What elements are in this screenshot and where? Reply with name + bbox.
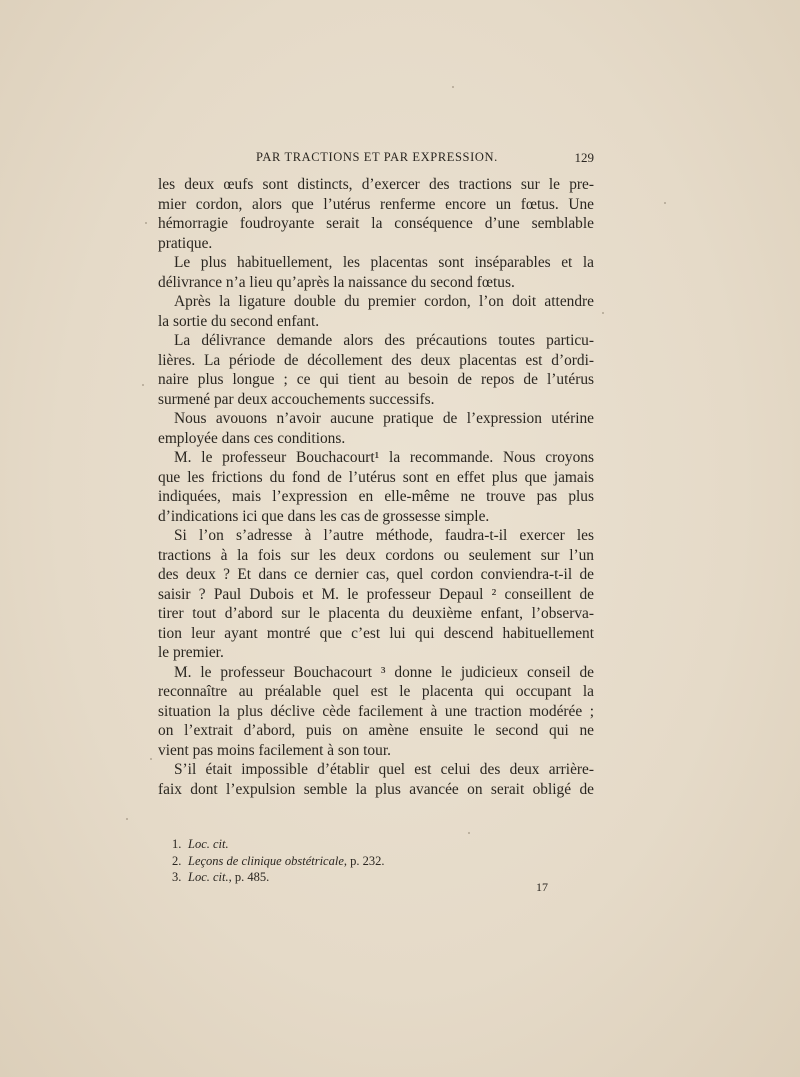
signature-mark: 17 (536, 880, 548, 894)
text-line: M. le professeur Bouchacourt¹ la recommande. Nous croyons (174, 449, 594, 466)
text-line: Après la ligature double du premier cordon, l’on doit attendre (174, 293, 594, 310)
text-line: tion leur ayant montré que c’est lui qui descend habituellement (158, 624, 594, 642)
text-line: d’indications ici que dans les cas de grossesse simple. (158, 507, 490, 525)
paper-speck (452, 86, 454, 88)
text-line: reconnaître au préalable quel est le placenta qui occupant la (158, 683, 594, 700)
footnote-page-ref: , p. 232. (343, 853, 385, 868)
text-line: on l’extrait d’abord, puis on amène ensuite le second qui ne (158, 722, 594, 739)
paper-speck (468, 832, 470, 834)
footnote-number: 2. (172, 853, 182, 868)
text-line: la sortie du second enfant. (158, 312, 320, 330)
text-line: naire plus longue ; ce qui tient au besoin de repos de l’utérus (158, 371, 594, 388)
footnote (172, 869, 472, 886)
text-line: que les frictions du fond de l’utérus sont en effet plus que jamais (158, 468, 594, 486)
text-line: mier cordon, alors que l’utérus renferme encore un fœtus. Une (158, 195, 594, 213)
text-line: hémorragie foudroyante serait la conséquence d’une semblable (158, 215, 594, 232)
body-text (158, 175, 594, 799)
paper-speck (664, 202, 666, 204)
text-line: surmené par deux accouchements successifs. (158, 390, 435, 408)
footnote-citation: Loc. cit. (188, 837, 229, 851)
page-header (158, 150, 594, 170)
text-line: indiquées, mais l’expression en elle-même ne trouve pas plus (158, 488, 594, 505)
text-line: situation la plus déclive cède facilement à une traction modérée ; (158, 702, 594, 720)
text-line: faix dont l’expulsion semble la plus avancée on serait obligé de (158, 780, 594, 798)
paper-speck (126, 818, 128, 820)
text-line: pratique. (158, 234, 213, 252)
running-head: PAR TRACTIONS ET PAR EXPRESSION. (256, 150, 498, 164)
footnote-page-ref: , p. 485. (228, 870, 270, 884)
text-line: délivrance n’a lieu qu’après la naissance du second fœtus. (158, 273, 515, 291)
footnote-number: 1. (172, 837, 182, 851)
footnote (172, 836, 472, 853)
text-line: Le plus habituellement, les placentas sont inséparables et la (174, 254, 594, 271)
text-line: saisir ? Paul Dubois et M. le professeur Depaul ² conseillent de (158, 585, 594, 603)
text-line: Nous avouons n’avoir aucune pratique de l’expression utérine (174, 410, 594, 427)
paper-speck (150, 758, 152, 760)
page-number: 129 (574, 150, 594, 165)
footnotes (172, 836, 472, 886)
text-line: le premier. (158, 644, 224, 661)
paper-speck (145, 222, 147, 224)
footnote-citation: Leçons de clinique obstétricale (188, 853, 344, 868)
text-line: employée dans ces conditions. (158, 429, 346, 447)
text-line: lières. La période de décollement des deux placentas est d’ordi- (158, 351, 594, 369)
footnote-citation: Loc. cit. (188, 870, 229, 884)
paper-speck (142, 384, 144, 386)
text-line: les deux œufs sont distincts, d’exercer des tractions sur le pre- (158, 176, 594, 193)
text-line: Si l’on s’adresse à l’autre méthode, faudra-t-il exercer les (174, 527, 594, 544)
text-line: La délivrance demande alors des précautions toutes particu- (174, 332, 594, 349)
paper-speck (602, 312, 604, 314)
text-line: tractions à la fois sur les deux cordons ou seulement sur l’un (158, 546, 594, 564)
text-line: vient pas moins facilement à son tour. (158, 741, 391, 759)
text-line: tirer tout d’abord sur le placenta du deuxième enfant, l’observa- (158, 605, 594, 622)
text-line: S’il était impossible d’établir quel est celui des deux arrière- (174, 761, 594, 778)
footnote-number: 3. (172, 870, 182, 884)
footnote (172, 853, 472, 870)
text-line: M. le professeur Bouchacourt ³ donne le judicieux conseil de (174, 663, 594, 681)
text-line: des deux ? Et dans ce dernier cas, quel cordon conviendra-t-il de (158, 566, 594, 583)
